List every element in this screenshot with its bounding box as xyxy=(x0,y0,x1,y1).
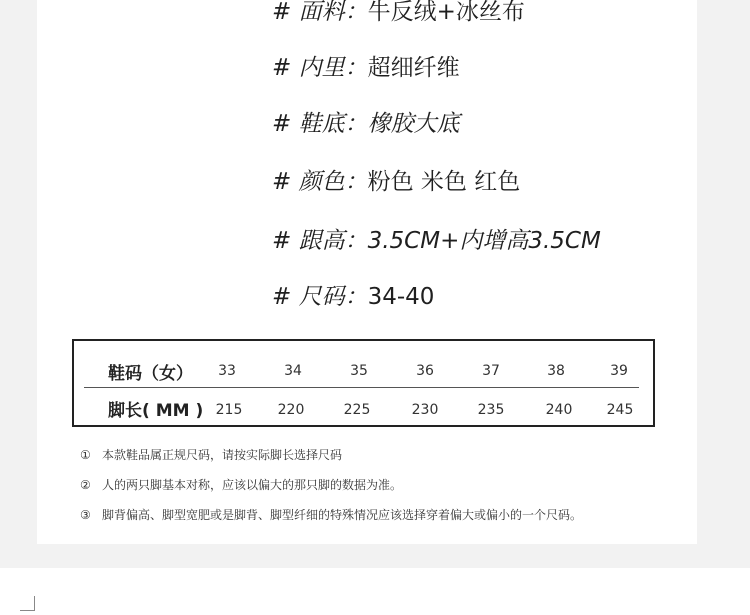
size-cell: 33 xyxy=(218,363,236,379)
note-text: 人的两只脚基本对称，应该以偏大的那只脚的数据为准。 xyxy=(102,478,403,492)
spec-lining-label: # 内里： xyxy=(272,55,368,81)
spec-sole-label: # 鞋底： xyxy=(272,111,368,137)
spec-fabric xyxy=(272,0,525,26)
length-cell: 230 xyxy=(411,402,439,418)
spec-size xyxy=(272,283,434,311)
spec-sole-value: 橡胶大底 xyxy=(367,111,460,137)
length-row-label: 脚长( MM ) xyxy=(108,401,204,421)
note-text: 本款鞋品属正规尺码，请按实际脚长选择尺码 xyxy=(102,448,343,462)
size-cell: 36 xyxy=(416,363,434,379)
spec-size-value: 34-40 xyxy=(367,284,435,310)
size-cell: 35 xyxy=(350,363,368,379)
spec-heel xyxy=(272,227,601,255)
length-cell: 245 xyxy=(606,402,634,418)
note-item xyxy=(80,506,582,523)
note-item xyxy=(80,476,402,493)
note-number: ③ xyxy=(80,508,91,522)
spec-lining xyxy=(272,54,460,82)
size-cell: 34 xyxy=(284,363,302,379)
spec-fabric-label: # 面料： xyxy=(272,0,368,25)
length-cell: 215 xyxy=(215,402,243,418)
corner-bracket-icon xyxy=(20,596,35,611)
spec-heel-label: # 跟高： xyxy=(272,228,368,254)
spec-heel-value: 3.5CM+内增高3.5CM xyxy=(367,228,601,254)
spec-color xyxy=(272,168,520,196)
spec-color-value: 粉色 米色 红色 xyxy=(367,169,521,195)
note-number: ② xyxy=(80,478,91,492)
size-cell: 37 xyxy=(482,363,500,379)
next-section-strip xyxy=(0,568,750,615)
size-cell: 38 xyxy=(547,363,565,379)
spec-fabric-value: 牛反绒+冰丝布 xyxy=(367,0,525,25)
spec-color-label: # 颜色： xyxy=(272,169,368,195)
note-item xyxy=(80,446,342,463)
size-chart-table xyxy=(72,339,655,427)
note-text: 脚背偏高、脚型宽肥或是脚背、脚型纤细的特殊情况应该选择穿着偏大或偏小的一个尺码。 xyxy=(102,508,583,522)
size-row-label: 鞋码（女） xyxy=(108,364,193,384)
length-cell: 235 xyxy=(477,402,505,418)
table-divider xyxy=(84,387,639,388)
spec-sole xyxy=(272,110,460,138)
size-cell: 39 xyxy=(610,363,628,379)
length-cell: 225 xyxy=(343,402,371,418)
note-number: ① xyxy=(80,448,91,462)
length-cell: 240 xyxy=(545,402,573,418)
length-cell: 220 xyxy=(277,402,305,418)
spec-lining-value: 超细纤维 xyxy=(367,55,460,81)
spec-size-label: # 尺码： xyxy=(272,284,368,310)
